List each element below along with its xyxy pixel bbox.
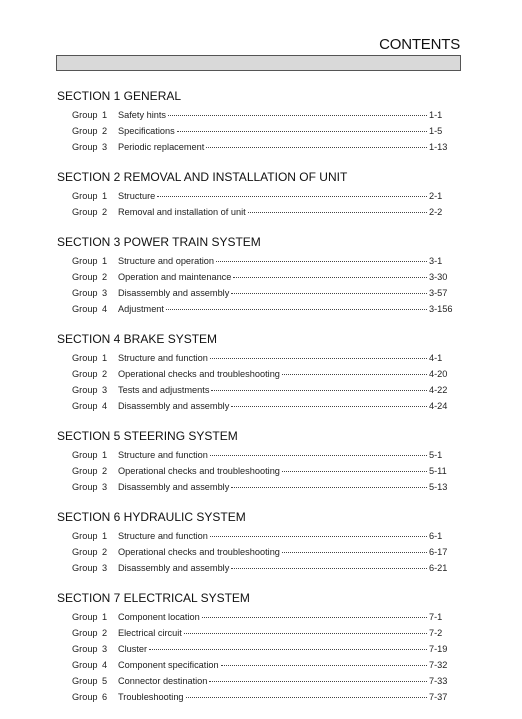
group-number: 3	[102, 482, 108, 492]
entry-label: Structure and function	[118, 450, 208, 460]
dot-leader	[206, 137, 427, 148]
section-title[interactable]: SECTION 1 GENERAL	[57, 89, 182, 103]
entry-label: Operational checks and troubleshooting	[118, 547, 280, 557]
group-word: Group	[72, 142, 98, 152]
group-number: 3	[102, 644, 108, 654]
group-word: Group	[72, 256, 98, 266]
toc-section	[57, 88, 457, 155]
toc-entry[interactable]	[57, 479, 457, 495]
page-number: 7-1	[429, 612, 443, 622]
dot-leader	[210, 526, 427, 537]
page-number: 6-1	[429, 531, 443, 541]
page-number: 6-17	[429, 547, 448, 557]
group-word: Group	[72, 628, 98, 638]
entry-label: Tests and adjustments	[118, 385, 210, 395]
toc-section	[57, 169, 457, 220]
section-title[interactable]: SECTION 3 POWER TRAIN SYSTEM	[57, 235, 261, 249]
group-number: 1	[102, 256, 108, 266]
group-word: Group	[72, 450, 98, 460]
dot-leader	[231, 396, 427, 407]
toc-section	[57, 234, 457, 317]
entry-label: Adjustment	[118, 304, 164, 314]
group-word: Group	[72, 191, 98, 201]
group-word: Group	[72, 110, 98, 120]
page-number: 5-13	[429, 482, 448, 492]
group-word: Group	[72, 369, 98, 379]
group-word: Group	[72, 644, 98, 654]
dot-leader	[210, 445, 427, 456]
dot-leader	[177, 121, 427, 132]
toc-section	[57, 509, 457, 576]
group-number: 4	[102, 401, 108, 411]
section-title[interactable]: SECTION 4 BRAKE SYSTEM	[57, 332, 218, 346]
dot-leader	[233, 267, 427, 278]
page-number: 3-30	[429, 272, 448, 282]
group-number: 1	[102, 450, 108, 460]
group-word: Group	[72, 288, 98, 298]
entry-label: Connector destination	[118, 676, 208, 686]
group-number: 2	[102, 369, 108, 379]
page-number: 3-57	[429, 288, 448, 298]
dot-leader	[184, 623, 427, 634]
page-number: 1-5	[429, 126, 443, 136]
entry-label: Disassembly and assembly	[118, 401, 230, 411]
group-number: 2	[102, 126, 108, 136]
entry-label: Operational checks and troubleshooting	[118, 466, 280, 476]
page-number: 2-1	[429, 191, 443, 201]
group-number: 1	[102, 353, 108, 363]
entry-label: Disassembly and assembly	[118, 288, 230, 298]
group-number: 1	[102, 191, 108, 201]
group-word: Group	[72, 612, 98, 622]
dot-leader	[231, 283, 427, 294]
group-word: Group	[72, 563, 98, 573]
group-word: Group	[72, 385, 98, 395]
toc-entry[interactable]	[57, 560, 457, 576]
dot-leader	[248, 202, 427, 213]
entry-label: Periodic replacement	[118, 142, 205, 152]
entry-label: Structure and function	[118, 353, 208, 363]
section-title[interactable]: SECTION 6 HYDRAULIC SYSTEM	[57, 510, 246, 524]
group-word: Group	[72, 401, 98, 411]
entry-label: Operational checks and troubleshooting	[118, 369, 280, 379]
entry-label: Component specification	[118, 660, 219, 670]
entry-label: Disassembly and assembly	[118, 563, 230, 573]
toc-entry[interactable]	[57, 139, 457, 155]
group-word: Group	[72, 126, 98, 136]
page-number: 4-20	[429, 369, 448, 379]
page-number: 7-2	[429, 628, 443, 638]
toc-section	[57, 590, 457, 705]
page-number: 5-1	[429, 450, 443, 460]
dot-leader	[157, 186, 427, 197]
group-word: Group	[72, 660, 98, 670]
page-number: 4-22	[429, 385, 448, 395]
entry-label: Troubleshooting	[118, 692, 184, 702]
page-title: CONTENTS	[379, 36, 460, 53]
toc-entry[interactable]	[57, 689, 457, 705]
group-number: 2	[102, 547, 108, 557]
group-number: 3	[102, 563, 108, 573]
toc-section	[57, 428, 457, 495]
dot-leader	[231, 558, 427, 569]
group-word: Group	[72, 692, 98, 702]
toc-entry[interactable]	[57, 204, 457, 220]
entry-label: Structure and operation	[118, 256, 215, 266]
group-word: Group	[72, 482, 98, 492]
page-number: 7-37	[429, 692, 448, 702]
entry-label: Disassembly and assembly	[118, 482, 230, 492]
entry-label: Safety hints	[118, 110, 167, 120]
group-word: Group	[72, 531, 98, 541]
group-number: 6	[102, 692, 108, 702]
toc-entry[interactable]	[57, 398, 457, 414]
page-number: 2-2	[429, 207, 443, 217]
page-number: 7-33	[429, 676, 448, 686]
section-title[interactable]: SECTION 5 STEERING SYSTEM	[57, 429, 238, 443]
page-number: 7-19	[429, 644, 448, 654]
entry-label: Removal and installation of unit	[118, 207, 246, 217]
page-number: 1-13	[429, 142, 448, 152]
page-number: 7-32	[429, 660, 448, 670]
group-number: 1	[102, 110, 108, 120]
dot-leader	[282, 542, 427, 553]
section-title[interactable]: SECTION 7 ELECTRICAL SYSTEM	[57, 591, 250, 605]
page-number: 4-1	[429, 353, 443, 363]
dot-leader	[149, 639, 427, 650]
dot-leader	[282, 364, 427, 375]
dot-leader	[168, 105, 427, 116]
dot-leader	[216, 251, 427, 262]
page-number: 4-24	[429, 401, 448, 411]
dot-leader	[221, 655, 427, 666]
dot-leader	[210, 348, 427, 359]
entry-label: Operation and maintenance	[118, 272, 232, 282]
dot-leader	[211, 380, 427, 391]
group-number: 3	[102, 288, 108, 298]
group-number: 1	[102, 612, 108, 622]
group-word: Group	[72, 676, 98, 686]
dot-leader	[166, 299, 427, 310]
table-of-contents	[57, 88, 457, 719]
group-number: 2	[102, 272, 108, 282]
entry-label: Component location	[118, 612, 200, 622]
dot-leader	[186, 687, 427, 698]
group-word: Group	[72, 547, 98, 557]
group-number: 4	[102, 304, 108, 314]
dot-leader	[209, 671, 427, 682]
page-number: 6-21	[429, 563, 448, 573]
group-number: 2	[102, 207, 108, 217]
entry-label: Specifications	[118, 126, 175, 136]
group-word: Group	[72, 466, 98, 476]
page-number: 1-1	[429, 110, 443, 120]
toc-section	[57, 331, 457, 414]
page-number: 5-11	[429, 466, 447, 476]
group-number: 2	[102, 466, 108, 476]
entry-label: Structure and function	[118, 531, 208, 541]
group-number: 4	[102, 660, 108, 670]
entry-label: Structure	[118, 191, 156, 201]
group-number: 3	[102, 385, 108, 395]
group-number: 1	[102, 531, 108, 541]
dot-leader	[202, 607, 427, 618]
group-word: Group	[72, 304, 98, 314]
section-title[interactable]: SECTION 2 REMOVAL AND INSTALLATION OF UNIT	[57, 170, 348, 184]
group-word: Group	[72, 272, 98, 282]
page-number: 3-1	[429, 256, 443, 266]
group-word: Group	[72, 353, 98, 363]
page-number: 3-156	[429, 304, 453, 314]
group-number: 5	[102, 676, 108, 686]
group-number: 2	[102, 628, 108, 638]
group-number: 3	[102, 142, 108, 152]
title-bar	[56, 55, 461, 71]
dot-leader	[282, 461, 427, 472]
group-word: Group	[72, 207, 98, 217]
entry-label: Cluster	[118, 644, 148, 654]
toc-entry[interactable]	[57, 301, 457, 317]
dot-leader	[231, 477, 427, 488]
entry-label: Electrical circuit	[118, 628, 182, 638]
